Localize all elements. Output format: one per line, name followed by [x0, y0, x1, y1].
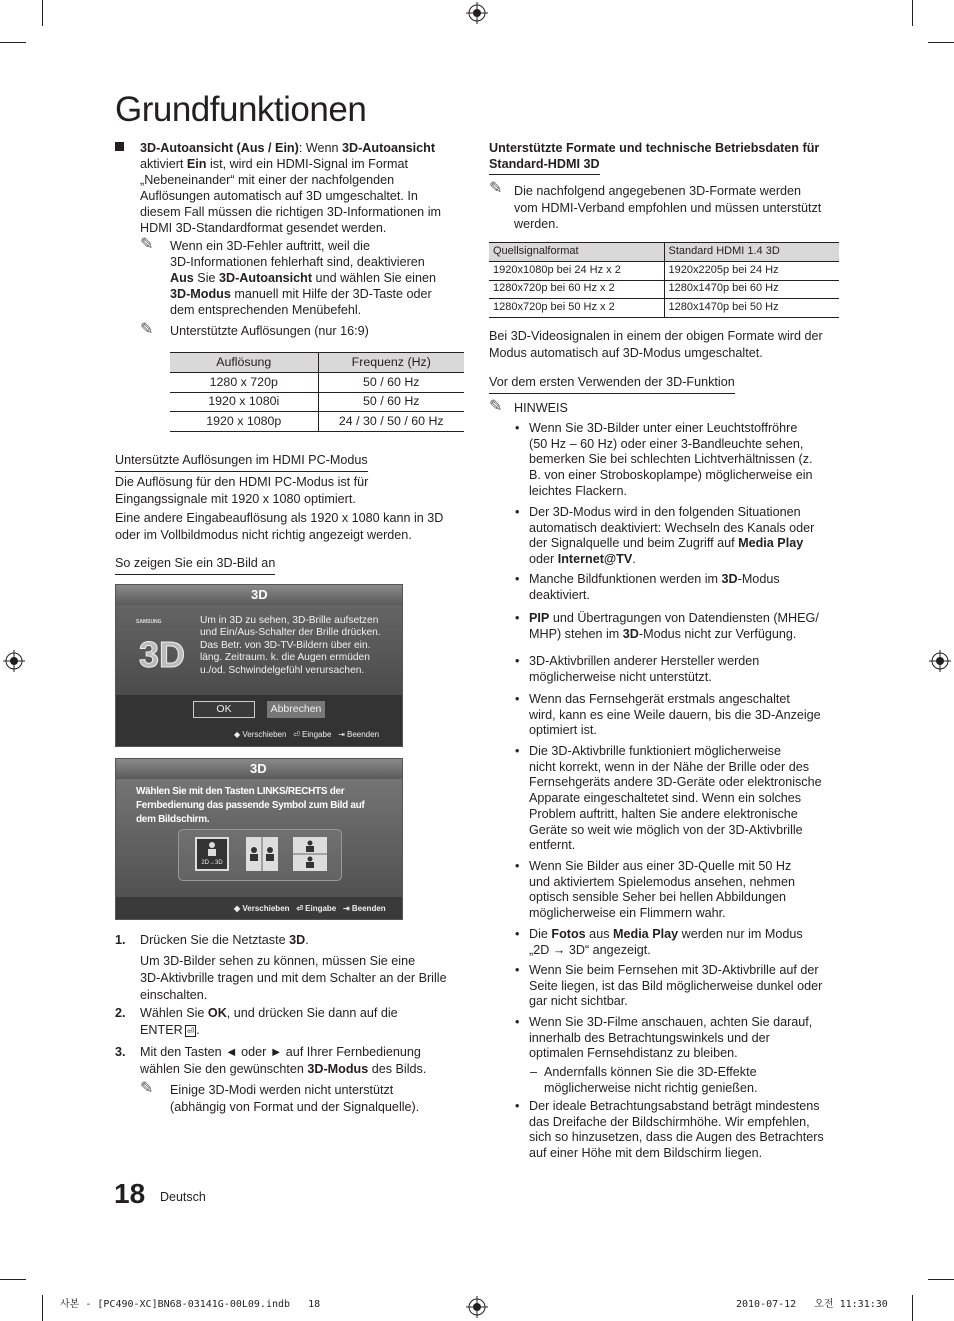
text-line: diesem Fall müssen die richtigen 3D-Informationen im	[140, 205, 441, 219]
table-header: Frequenz (Hz)	[318, 353, 464, 373]
autoansicht-term: 3D-Autoansicht (Aus / Ein)	[140, 141, 299, 155]
text: .	[632, 552, 636, 567]
registration-mark-icon	[929, 650, 951, 672]
text: PIP	[529, 611, 550, 625]
text: 3D-Autoansicht	[342, 141, 436, 155]
text-line: Um in 3D zu sehen, 3D-Brille aufsetzen	[200, 615, 379, 626]
hint-text: Beenden	[351, 904, 386, 913]
formats-heading	[489, 140, 839, 175]
step-1	[140, 932, 460, 949]
crop-mark	[928, 1279, 954, 1280]
text: -Modus nicht zur Verfügung.	[638, 626, 797, 641]
dash-bullet: –	[530, 1065, 538, 1079]
table-cell: 1280 x 720p	[170, 373, 318, 393]
hint-text: Beenden	[347, 730, 380, 739]
text-line: möglicherweise ein Flimmern wahr.	[529, 906, 726, 921]
text: Drücken Sie die Netztaste	[140, 933, 290, 947]
pc-mode-paragraph	[115, 474, 460, 544]
samsung-3d-logo-icon	[136, 619, 188, 675]
text-line: „2D → 3D“ angezeigt.	[529, 942, 651, 957]
text: Sie	[193, 271, 219, 285]
text-line: (50 Hz – 60 Hz) oder einer 3-Bandleuchte sehen,	[529, 436, 804, 451]
text: und Übertragungen von Datendiensten (MHEG/	[552, 611, 819, 625]
formats-note	[514, 183, 844, 233]
text: wählen Sie den gewünschten	[140, 1062, 308, 1076]
enter-key-icon: ⏎	[186, 1026, 195, 1036]
text-line: leichtes Flackern.	[529, 483, 627, 498]
text-line: Wenn Sie 3D-Bilder unter einer Leuchtstoffröhre	[529, 421, 798, 435]
table-cell: 1920x1080p bei 24 Hz x 2	[489, 262, 664, 281]
list-item	[529, 654, 839, 685]
text-line: Der ideale Betrachtungsabstand beträgt mindestens	[529, 1099, 820, 1113]
text-line: Einige 3D-Modi werden nicht unterstützt	[170, 1083, 394, 1097]
arrow-left-right-icon: ◆	[234, 730, 241, 739]
text-line: innerhalb des Betrachtungswinkels und der	[529, 1030, 770, 1045]
text: des Bilds.	[368, 1062, 427, 1076]
crop-mark	[912, 0, 913, 26]
step-2	[140, 1005, 470, 1039]
osd-title-bar	[116, 585, 402, 605]
text: Internet@TV	[557, 552, 633, 567]
table-cell: 1920 x 1080p	[170, 412, 318, 432]
registration-mark-icon	[466, 1296, 488, 1318]
exit-icon: ⇥	[338, 730, 345, 739]
text: : Wenn	[298, 141, 342, 155]
table-header: Auflösung	[170, 353, 318, 373]
exit-icon: ⇥	[342, 904, 350, 913]
text: Ein	[186, 157, 207, 171]
text-line: 3D-Informationen fehlerhaft sind, deaktivieren	[170, 255, 425, 269]
mode-top-bottom-icon[interactable]	[293, 837, 327, 871]
table-row	[489, 299, 839, 318]
text: ENTER	[140, 1023, 183, 1037]
osd-title-bar	[116, 759, 402, 779]
osd-hint-bar	[234, 904, 386, 914]
sub-list-item	[544, 1065, 839, 1096]
text-line: läng. Zeitraum. k. die Augen ermüden	[200, 652, 370, 664]
list-item	[529, 1099, 839, 1162]
note-pencil-icon: ✎	[140, 236, 154, 253]
bullet-icon: •	[515, 744, 520, 758]
osd-hint-bar	[234, 730, 379, 740]
table-cell: 1920x2205p bei 24 Hz	[664, 262, 839, 281]
hint-text: Eingabe	[305, 904, 337, 913]
text-line: Um 3D-Bilder sehen zu können, müssen Sie eine	[140, 954, 416, 968]
table-cell: 24 / 30 / 50 / 60 Hz	[318, 412, 464, 432]
text-line: 3D-Aktivbrillen anderer Hersteller werden	[529, 654, 760, 668]
ok-button[interactable]: OK	[193, 701, 255, 718]
text: Media Play	[613, 927, 679, 941]
text-line: Eine andere Eingabeauflösung als 1920 x 1080 kann in 3D	[115, 511, 444, 525]
note-resolutions: Unterstützte Auflösungen (nur 16:9)	[170, 324, 369, 338]
before-use-heading	[489, 375, 735, 394]
bullet-icon: •	[515, 505, 520, 519]
text-line: Modus automatisch auf 3D-Modus umgeschaltet.	[489, 345, 763, 360]
hint-text: Eingabe	[302, 730, 332, 739]
table-row	[170, 392, 464, 412]
text: oder	[529, 552, 558, 567]
text-line: optimiert ist.	[529, 723, 597, 738]
text: Manche Bildfunktionen werden im	[529, 572, 722, 586]
pc-mode-heading	[115, 453, 368, 472]
text: .	[196, 1023, 200, 1037]
list-item	[529, 927, 839, 958]
text-line: und Ein/Aus-Schalter der Brille drücken.	[200, 627, 381, 639]
text-line: das Dreifache der Bildschirmhöhe. Wir empfehlen,	[529, 1114, 810, 1129]
text: Media Play	[738, 536, 804, 551]
list-item	[529, 505, 839, 568]
table-row	[170, 412, 464, 432]
text: aus	[585, 927, 613, 941]
text-line: auf einer Höhe mit dem Bildschirm liegen.	[529, 1146, 763, 1161]
page-title: Grundfunktionen	[115, 90, 367, 129]
step-number: 1.	[115, 933, 126, 947]
table-cell: 1280x1470p bei 60 Hz	[664, 280, 839, 299]
registration-mark-icon	[466, 2, 488, 24]
bullet-icon: •	[515, 927, 520, 941]
enter-icon: ⏎	[296, 904, 303, 913]
text-line: Seite liegen, ist das Bild möglicherweise dunkel oder	[529, 978, 823, 993]
table-cell: 1280x1470p bei 50 Hz	[664, 299, 839, 318]
show-3d-heading	[115, 556, 275, 575]
text-line: HDMI 3D-Standardformat gesendet werden.	[140, 221, 387, 235]
text-line: Problem auftritt, halten Sie andere elektronische	[529, 806, 798, 821]
page-language: Deutsch	[160, 1190, 206, 1204]
osd-title: 3D	[250, 761, 267, 776]
mode-side-by-side-icon[interactable]	[246, 837, 278, 871]
note-3d-error	[170, 238, 470, 318]
crop-mark	[42, 0, 43, 26]
text-line: Das Betr. von 3D-TV-Bildern über ein.	[200, 639, 371, 651]
text: 3D-Autoansicht	[219, 271, 313, 285]
list-item	[529, 859, 839, 922]
mode-2d-to-3d-icon[interactable]	[195, 837, 229, 871]
crop-mark	[0, 1279, 26, 1280]
text-line: optimalen Fernsehdistanz zu bleiben.	[529, 1046, 738, 1061]
text-line: Wenn ein 3D-Fehler auftritt, weil die	[170, 239, 370, 253]
text-line: vom HDMI-Verband empfohlen und müssen unterstützt	[514, 200, 822, 215]
bullet-icon: •	[515, 654, 520, 668]
text-line: sich so hinzusetzen, dass die Augen des Betrachters	[529, 1130, 824, 1145]
text-line: B. von einer Stroboskoplampe) möglicherweise ein	[529, 468, 813, 483]
text-line: werden.	[514, 217, 559, 231]
text: 3D-Modus	[170, 287, 231, 301]
osd-3d-mode-selector	[115, 758, 403, 920]
list-item	[529, 963, 839, 1010]
text-line: entfernt.	[529, 838, 576, 853]
crop-mark	[912, 1295, 913, 1321]
arrow-left-right-icon: ◆	[234, 904, 241, 913]
text-line: möglicherweise nicht unterstützt.	[529, 669, 712, 684]
text-line: Die 3D-Aktivbrille funktioniert möglicherweise	[529, 744, 781, 758]
list-item	[529, 744, 839, 854]
table-cell: 1920 x 1080i	[170, 392, 318, 412]
table-row	[170, 373, 464, 393]
list-item	[529, 1015, 839, 1062]
hint-text: Verschieben	[242, 904, 290, 913]
text-line: optisch sensible Seher bei hellen Abbildungen	[529, 890, 786, 905]
bullet-icon: •	[515, 1099, 520, 1113]
table-cell: 50 / 60 Hz	[318, 373, 464, 393]
bullet-icon: •	[515, 611, 520, 625]
bullet-icon: •	[515, 1015, 520, 1029]
step-1-detail	[140, 953, 470, 1004]
table-header: Quellsignalformat	[489, 243, 664, 262]
heading-text: So zeigen Sie ein 3D-Bild an	[115, 556, 275, 575]
step-number: 2.	[115, 1006, 126, 1020]
step-3	[140, 1044, 470, 1078]
text: .	[305, 933, 309, 947]
text: OK	[207, 1006, 227, 1020]
text-line: gar nicht sichtbar.	[529, 994, 628, 1009]
text: und wählen Sie einen	[312, 271, 436, 285]
osd-3d-dialog	[115, 584, 403, 747]
text: 3D	[289, 933, 306, 947]
text-line: Auflösungen automatisch auf 3D umgeschaltet. In	[140, 189, 418, 203]
text-line: dem entsprechenden Menübefehl.	[170, 303, 362, 317]
text: Die	[529, 927, 552, 941]
text: werden nur im Modus	[678, 927, 803, 941]
osd-message	[200, 615, 400, 677]
svg-text:3D: 3D	[139, 634, 186, 676]
table-header: Standard HDMI 1.4 3D	[664, 243, 839, 262]
text: Wählen Sie	[140, 1006, 208, 1020]
crop-mark	[928, 42, 954, 43]
bullet-icon: •	[515, 572, 520, 586]
table-row	[489, 280, 839, 299]
text-line: möglicherweise nicht richtig genießen.	[544, 1080, 758, 1095]
text-line: Apparate eingeschaltetet sind. Wenn ein solches	[529, 791, 802, 806]
list-item	[529, 572, 839, 603]
text-line: Die Auflösung für den HDMI PC-Modus ist für	[115, 475, 369, 489]
hint-text: Verschieben	[242, 730, 287, 739]
text-line: deaktiviert.	[529, 587, 590, 602]
bullet-icon: •	[515, 692, 520, 706]
logo-brand: SAMSUNG	[136, 619, 162, 625]
table-row	[489, 262, 839, 281]
table-cell: 50 / 60 Hz	[318, 392, 464, 412]
cancel-button[interactable]: Abbrechen	[267, 701, 325, 718]
text-line: dem Bildschirm.	[136, 814, 210, 825]
formats-table	[489, 242, 839, 318]
text: 3D-Modus	[307, 1062, 369, 1076]
table-cell: 1280x720p bei 60 Hz x 2	[489, 280, 664, 299]
bullet-icon: •	[515, 859, 520, 873]
text: der Signalquelle und beim Zugriff auf	[529, 536, 739, 551]
text: aktiviert	[140, 157, 187, 171]
text: -Modus	[737, 572, 780, 586]
osd-message	[136, 785, 396, 827]
heading-text: Vor dem ersten Verwenden der 3D-Funktion	[489, 375, 735, 394]
text-line: nicht korrekt, wenn in der Nähe der Brille oder des	[529, 759, 810, 774]
text: 3D	[721, 572, 738, 586]
text-line: (abhängig von Format und der Signalquelle).	[170, 1100, 420, 1114]
footer-date: 2010-07-12 오전 11:31:30	[736, 1299, 888, 1310]
note-pencil-icon: ✎	[140, 321, 154, 338]
osd-title: 3D	[251, 587, 268, 602]
heading-text: Standard-HDMI 3D	[489, 156, 600, 175]
note-pencil-icon: ✎	[140, 1080, 154, 1097]
heading-text: Unterstützte Formate und technische Betriebsdaten für	[489, 141, 820, 155]
text-line: wird, kann es eine Weile dauern, bis die 3D-Anzeige	[529, 707, 821, 722]
text-line: Wenn Sie Bilder aus einer 3D-Quelle mit 50 Hz	[529, 859, 792, 873]
text-line: Der 3D-Modus wird in den folgenden Situationen	[529, 505, 801, 519]
text-line: bemerken Sie bei schlechten Lichtverhältnissen (z.	[529, 452, 813, 467]
text: ist, wird ein HDMI-Signal im Format	[206, 157, 409, 171]
list-item	[529, 692, 839, 739]
list-item	[529, 611, 839, 642]
text-line: automatisch deaktiviert: Wechseln des Kanals oder	[529, 520, 815, 535]
text-line: „Nebeneinander“ mit einer der nachfolgenden	[140, 173, 395, 187]
crop-mark	[0, 42, 26, 43]
text-line: Wählen Sie mit den Tasten LINKS/RECHTS der	[136, 786, 345, 797]
text-line: Fernbedienung das passende Symbol zum Bild auf	[136, 800, 365, 811]
step-3-note	[170, 1082, 470, 1116]
icon-label: 2D→3D	[201, 859, 223, 866]
text-line: u./od. Schwindelgefühl verursachen.	[200, 664, 365, 676]
step-number: 3.	[115, 1045, 126, 1059]
text-line: Fernsehgeräts andere 3D-Geräte oder elektronische	[529, 775, 822, 790]
text-line: 3D-Aktivbrille tragen und mit dem Schalter an der Brille	[140, 971, 447, 985]
text-line: Wenn Sie 3D-Filme anschauen, achten Sie darauf,	[529, 1015, 813, 1029]
text-line: Wenn das Fernsehgerät erstmals angeschaltet	[529, 692, 790, 706]
text-line: Geräte so weit wie möglich von der 3D-Aktivbrille	[529, 822, 803, 837]
text-line: einschalten.	[140, 988, 208, 1002]
bullet-icon: •	[515, 963, 520, 977]
note-pencil-icon: ✎	[489, 180, 503, 197]
footer-file-info: 사본 - [PC490-XC]BN68-03141G-00L09.indb 18	[60, 1299, 321, 1310]
text: Aus	[170, 271, 194, 285]
formats-after-paragraph	[489, 328, 839, 361]
text-line: Bei 3D-Videosignalen in einem der obigen Formate wird der	[489, 329, 823, 343]
text-line: Mit den Tasten ◄ oder ► auf Ihrer Fernbedienung	[140, 1045, 421, 1059]
list-item	[529, 421, 839, 500]
text: MHP) stehen im	[529, 626, 623, 641]
text: 3D	[622, 626, 639, 641]
crop-mark	[42, 1295, 43, 1321]
text-line: Wenn Sie beim Fernsehen mit 3D-Aktivbrille auf der	[529, 963, 819, 977]
text: manuell mit Hilfe der 3D-Taste oder	[230, 287, 432, 301]
text-line: oder im Vollbildmodus nicht richtig angezeigt werden.	[115, 528, 412, 542]
heading-text: Untersützte Auflösungen im HDMI PC-Modus	[115, 453, 368, 472]
bullet-icon: •	[515, 421, 520, 435]
text-line: Andernfalls können Sie die 3D-Effekte	[544, 1065, 757, 1079]
text-line: Die nachfolgend angegebenen 3D-Formate werden	[514, 184, 802, 198]
text-line: Eingangssignale mit 1920 x 1080 optimiert.	[115, 492, 356, 506]
hinweis-label: HINWEIS	[514, 401, 568, 415]
registration-mark-icon	[3, 650, 25, 672]
note-pencil-icon: ✎	[489, 398, 503, 415]
text-line: und aktiviertem Spielemodus ansehen, nehmen	[529, 874, 796, 889]
resolution-table	[170, 352, 464, 432]
table-cell: 1280x720p bei 50 Hz x 2	[489, 299, 664, 318]
text: Fotos	[551, 927, 586, 941]
square-bullet-icon	[115, 142, 124, 151]
text: , und drücken Sie dann auf die	[226, 1006, 398, 1020]
enter-icon: ⏎	[293, 730, 300, 739]
page-number: 18	[114, 1178, 146, 1209]
